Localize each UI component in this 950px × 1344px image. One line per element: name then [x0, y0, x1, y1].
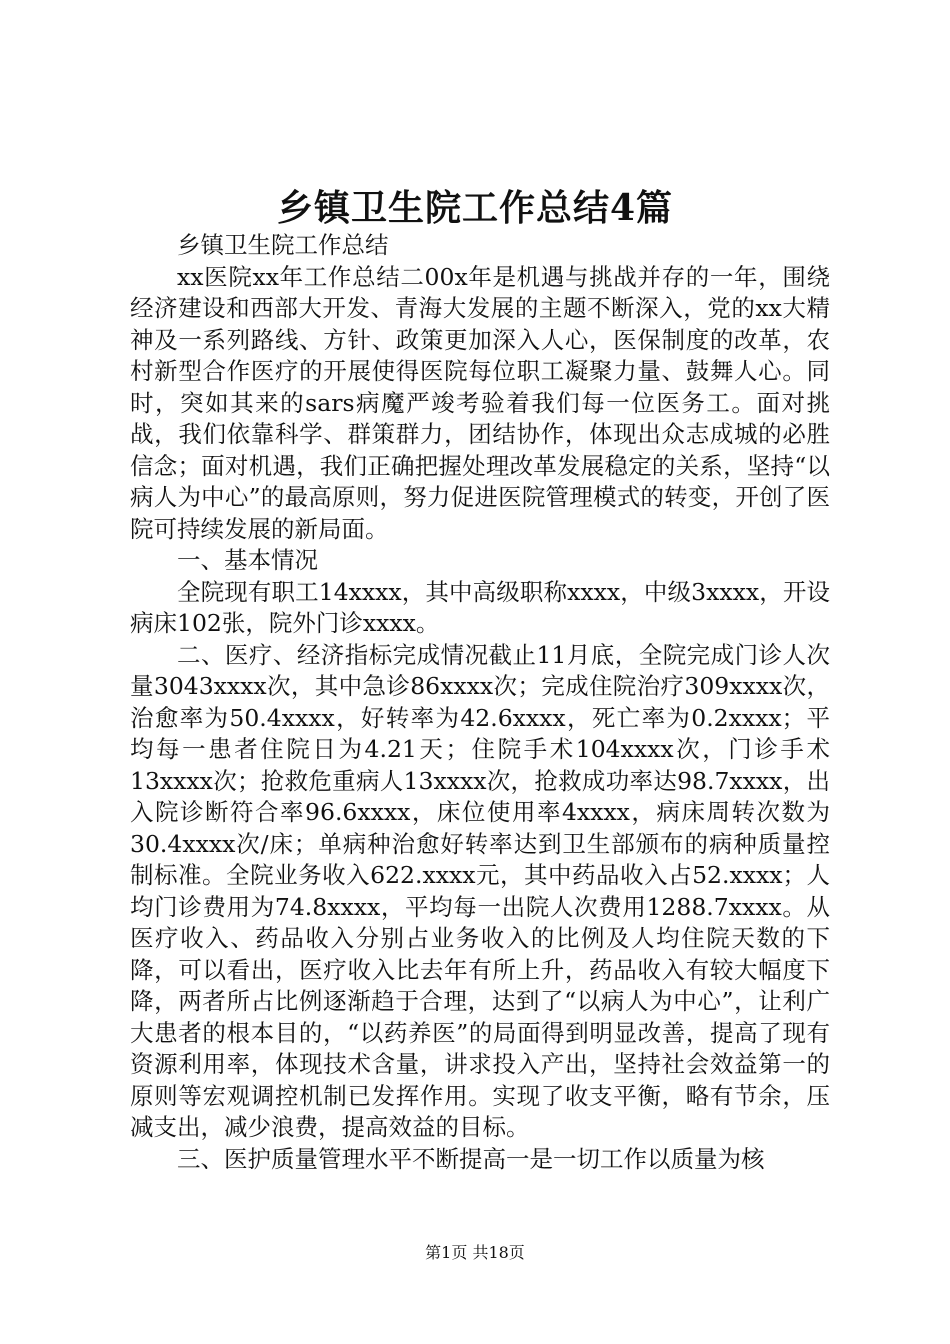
paragraph-staff: 全院现有职工14xxxx，其中高级职称xxxx，中级3xxxx，开设病床102张，院外门诊xxxx。 — [130, 577, 830, 637]
paragraph-indicators: 二、医疗、经济指标完成情况截止11月底，全院完成门诊人次量3043xxxx次，其中急诊86xxxx次；完成住院治疗309xxxx次，治愈率为50.4xxxx，好转率为42.6xxxx，死亡率为0.2xxxx；平均每一患者住院日为4.21天；住院手术104xxxx次，门诊手术13xxxx次；抢救危重病人13xxxx次，抢救成功率达98.7xxxx，出入院诊断符合率96.6xxxx，床位使用率4xxxx，病床周转次数为30.4xxxx次/床；单病种治愈好转率达到卫生部颁布的病种质量控制标准。全院业务收入622.xxxx元，其中药品收入占52.xxxx；人均门诊费用为74.8xxxx，平均每一出院人次费用1288.7xxxx。从医疗收入、药品收入分别占业务收入的比例及人均住院天数的下降，可以看出，医疗收入比去年有所上升，药品收入有较大幅度下降，两者所占比例逐渐趋于合理，达到了“以病人为中心”，让利广大患者的根本目的，“以药养医”的局面得到明显改善，提高了现有资源利用率，体现技术含量，讲求投入产出，坚持社会效益第一的原则等宏观调控机制已发挥作用。实现了收支平衡，略有节余，压减支出，减少浪费，提高效益的目标。 — [130, 640, 830, 1141]
document-body — [130, 230, 830, 1175]
paragraph-intro: xx医院xx年工作总结二00x年是机遇与挑战并存的一年，围绕经济建设和西部大开发、青海大发展的主题不断深入，党的xx大精神及一系列路线、方针、政策更加深入人心，医保制度的改革，农村新型合作医疗的开展使得医院每位职工凝聚力量、鼓舞人心。同时，突如其来的sars病魔严竣考验着我们每一位医务工。面对挑战，我们依靠科学、群策群力，团结协作，体现出众志成城的必胜信念；面对机遇，我们正确把握处理改革发展稳定的关系，坚持“以病人为中心”的最高原则，努力促进医院管理模式的转变，开创了医院可持续发展的新局面。 — [130, 262, 830, 543]
page-number-footer: 第1页 共18页 — [425, 1243, 525, 1262]
paragraph-quality: 三、医护质量管理水平不断提高一是一切工作以质量为核 — [177, 1144, 765, 1173]
section-heading-basic-info: 一、基本情况 — [177, 546, 318, 574]
paragraph-subtitle: 乡镇卫生院工作总结 — [177, 231, 389, 259]
document-title: 乡镇卫生院工作总结4篇 — [276, 187, 674, 229]
